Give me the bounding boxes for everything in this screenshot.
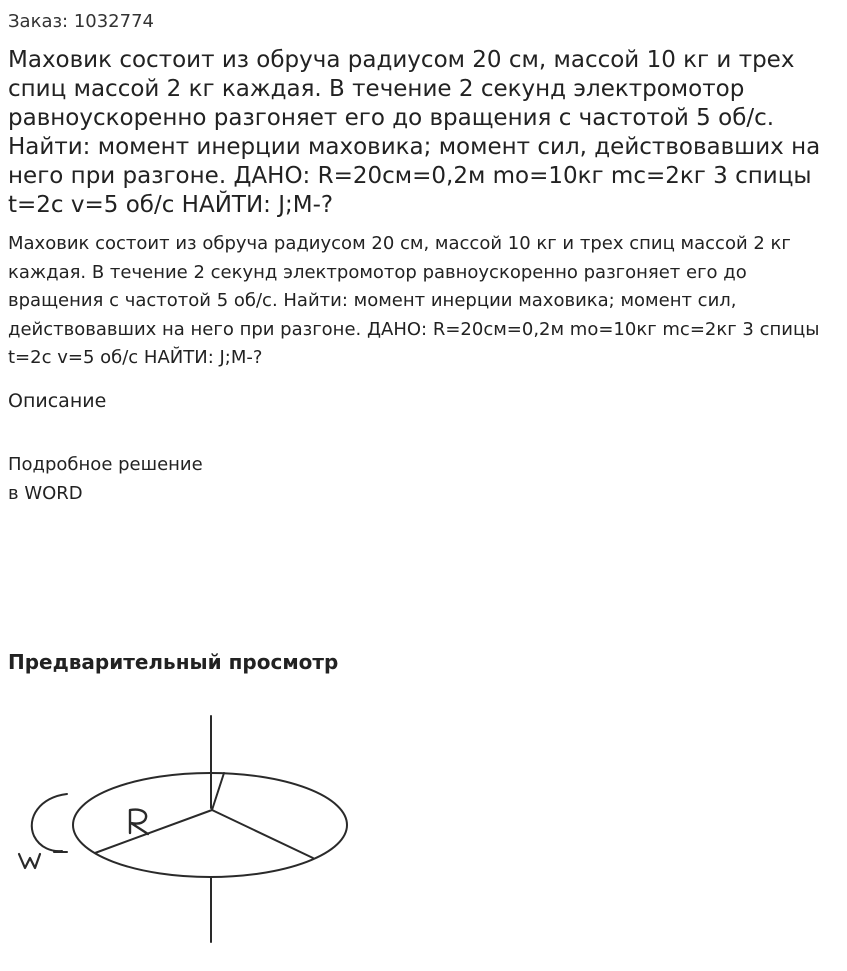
- rotation-arrow: [32, 794, 67, 851]
- label-w-glyph: [19, 854, 40, 868]
- preview-heading: Предварительный просмотр: [8, 650, 339, 674]
- solution-info: [8, 450, 203, 508]
- problem-title: Маховик состоит из обруча радиусом 20 см, массой 10 кг и трех спиц массой 2 кг каждая. В течение 2 секунд электромотор равноускоренно разгоняет его до вращения с частотой 5 об/с. Найти: момент инерции маховика; момент сил, действовавших на него при разгоне. ДАНО: R=20см=0,2м mo=10кг mc=2кг 3 спицы t=2с v=5 об/с НАЙТИ: J;M-?: [8, 47, 821, 218]
- order-number: Заказ: 1032774: [8, 11, 154, 32]
- spoke-left: [95, 810, 212, 853]
- spoke-back: [212, 773, 224, 810]
- flywheel-sketch: [0, 700, 380, 960]
- spoke-right: [212, 810, 313, 858]
- problem-description: Маховик состоит из обруча радиусом 20 см, массой 10 кг и трех спиц массой 2 кг каждая. В течение 2 секунд электромотор равноускоренно разгоняет его до вращения с частотой 5 об/с. Найти: момент инерции маховика; момент сил, действовавших на него при разгоне. ДАНО: R=20см=0,2м mo=10кг mc=2кг 3 спицы t=2с v=5 об/с НАЙТИ: J;M-?: [8, 233, 820, 368]
- solution-line-1: Подробное решение: [8, 454, 203, 475]
- description-label: Описание: [8, 390, 107, 412]
- solution-line-2: в WORD: [8, 483, 83, 504]
- label-r-glyph: [130, 810, 148, 834]
